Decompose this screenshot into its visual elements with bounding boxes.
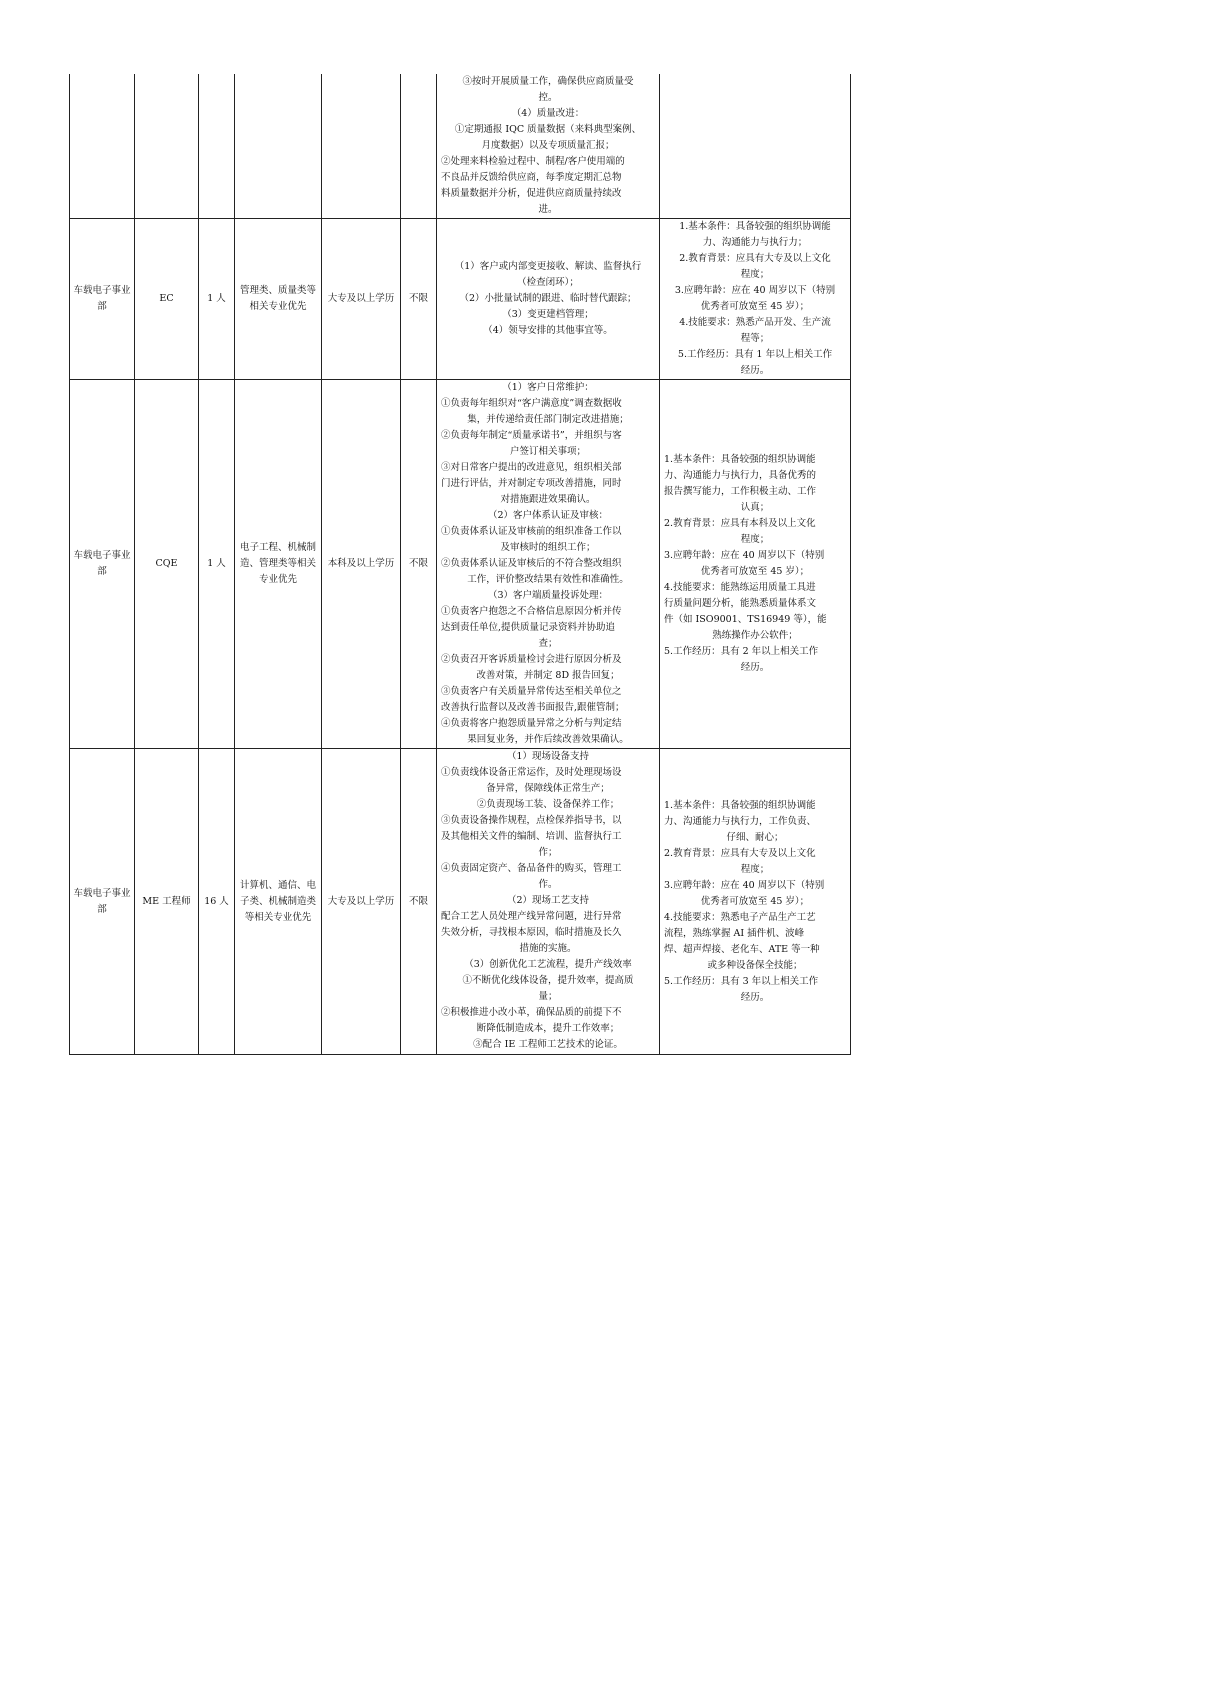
duties-cell <box>437 219 660 380</box>
text-line: （2）现场工艺支持 <box>506 895 590 906</box>
text-line: ②负责体系认证及审核后的不符合整改组织 <box>441 558 622 569</box>
text-line: ①负责体系认证及审核前的组织准备工作以 <box>441 526 622 537</box>
text-line: 户签订相关事项； <box>509 446 586 457</box>
dept-cell <box>70 74 135 219</box>
gender-cell <box>401 74 437 219</box>
text-line: 措施的实施。 <box>519 943 577 954</box>
text-line: 经历。 <box>740 662 770 673</box>
job-table <box>69 74 851 1055</box>
gender-cell: 不限 <box>401 219 437 380</box>
requirements-cell <box>660 380 851 749</box>
requirements-cell <box>660 74 851 219</box>
count-cell <box>199 74 235 219</box>
text-line: 进。 <box>538 204 558 215</box>
text-line: 经历。 <box>740 365 770 376</box>
text-line: 及其他相关文件的编制、培训、监督执行工 <box>441 831 622 842</box>
text-line: 断降低制造成本，提升工作效率； <box>476 1023 620 1034</box>
text-line: 量； <box>538 991 558 1002</box>
text-line: 仔细、耐心； <box>726 831 784 843</box>
position-cell: CQE <box>135 380 199 749</box>
text-line: ①负责客户抱怨之不合格信息原因分析并传 <box>441 606 622 617</box>
text-line: 改善对策，并制定 8D 报告回复； <box>476 670 620 681</box>
count-cell: 1 人 <box>199 219 235 380</box>
text-line: 4.技能要求：熟悉电子产品生产工艺 <box>664 911 816 923</box>
text-line: ②负责现场工装、设备保养工作； <box>476 799 620 810</box>
gender-cell: 不限 <box>401 380 437 749</box>
text-line: 力、沟通能力与执行力，具备优秀的 <box>664 470 817 481</box>
text-line: 焊、超声焊接、老化车、ATE 等一种 <box>664 943 820 955</box>
table-row <box>70 219 851 380</box>
text-line: 备异常，保障线体正常生产； <box>486 783 610 794</box>
text-line: 集，并传递给责任部门制定改进措施； <box>467 414 629 425</box>
text-line: （1）客户或内部变更接收、解读、监督执行 <box>454 261 642 272</box>
text-line: 达到责任单位,提供质量记录资料并协助追 <box>441 622 616 633</box>
text-line: ②处理来料检验过程中、制程/客户使用端的 <box>441 156 625 167</box>
text-line: 门进行评估，并对制定专项改善措施，同时 <box>441 478 622 489</box>
duties-cell <box>437 749 660 1055</box>
text-line: 行质量问题分析，能熟悉质量体系文 <box>664 598 817 609</box>
text-line: 3.应聘年龄：应在 40 周岁以下（特别 <box>674 285 836 296</box>
text-line: 失效分析，寻找根本原因，临时措施及长久 <box>441 927 622 938</box>
education-cell <box>322 74 401 219</box>
text-line: 改善执行监督以及改善书面报告,跟催管制； <box>441 702 625 713</box>
text-line: （3）变更建档管理； <box>502 309 594 320</box>
text-line: ②积极推进小改小革，确保品质的前提下不 <box>441 1007 622 1018</box>
text-line: 4.技能要求：能熟练运用质量工具进 <box>664 582 816 593</box>
text-line: 2.教育背景：应具有大专及以上文化 <box>664 847 816 859</box>
requirements-cell <box>660 219 851 380</box>
text-line: ③对日常客户提出的改进意见，组织相关部 <box>441 462 622 473</box>
table-row <box>70 380 851 749</box>
duties-cell <box>437 380 660 749</box>
text-line: 控。 <box>538 92 558 103</box>
text-line: 4.技能要求：熟悉产品开发、生产流 <box>679 317 831 328</box>
text-line: 2.教育背景：应具有大专及以上文化 <box>679 253 831 264</box>
text-line: 作； <box>538 847 558 858</box>
major-cell: 管理类、质量类等相关专业优先 <box>235 219 322 380</box>
text-line: （1）客户日常维护： <box>502 382 594 393</box>
position-cell: EC <box>135 219 199 380</box>
text-line: 料质量数据并分析，促进供应商质量持续改 <box>441 188 622 199</box>
text-line: ③配合 IE 工程师工艺技术的论证。 <box>473 1039 623 1050</box>
major-cell: 计算机、通信、电子类、机械制造类等相关专业优先 <box>235 749 322 1055</box>
text-line: ①定期通报 IQC 质量数据（来料典型案例、 <box>454 124 642 135</box>
text-line: 或多种设备保全技能； <box>707 959 803 971</box>
text-line: （4）质量改进： <box>511 108 585 119</box>
text-line: ④负责将客户抱怨质量异常之分析与判定结 <box>441 718 622 729</box>
text-line: 5.工作经历：具有 3 年以上相关工作 <box>664 975 819 987</box>
table-row <box>70 74 851 219</box>
text-line: 及审核时的组织工作； <box>500 542 596 553</box>
text-line: ②负责每年制定“质量承诺书”，并组织与客 <box>441 430 622 441</box>
text-line: 配合工艺人员处理产线异常问题，进行异常 <box>441 911 622 922</box>
text-line: 1.基本条件：具备较强的组织协调能 <box>664 454 816 465</box>
text-line: ③按时开展质量工作，确保供应商质量受 <box>462 76 634 87</box>
text-line: 程等； <box>740 333 770 344</box>
education-cell: 大专及以上学历 <box>322 749 401 1055</box>
text-line: ④负责固定资产、备品备件的购买，管理工 <box>441 863 622 874</box>
text-line: 熟练操作办公软件； <box>712 630 798 641</box>
text-line: 认真； <box>740 502 770 513</box>
count-cell: 16 人 <box>199 749 235 1055</box>
position-cell <box>135 74 199 219</box>
table-row <box>70 749 851 1055</box>
text-line: 作。 <box>538 879 558 890</box>
text-line: （3）客户端质量投诉处理： <box>487 590 609 601</box>
text-line: 2.教育背景：应具有本科及以上文化 <box>664 518 816 529</box>
text-line: 1.基本条件：具备较强的组织协调能 <box>664 799 816 811</box>
text-line: 优秀者可放宽至 45 岁）； <box>700 301 810 312</box>
education-cell: 本科及以上学历 <box>322 380 401 749</box>
major-cell <box>235 74 322 219</box>
text-line: 流程，熟练掌握 AI 插件机、波峰 <box>664 927 805 939</box>
text-line: 优秀者可放宽至 45 岁）； <box>700 895 810 907</box>
education-cell: 大专及以上学历 <box>322 219 401 380</box>
text-line: 月度数据）以及专项质量汇报； <box>481 140 615 151</box>
dept-cell: 车载电子事业部 <box>70 380 135 749</box>
dept-cell: 车载电子事业部 <box>70 749 135 1055</box>
text-line: 经历。 <box>740 991 770 1003</box>
text-line: （1）现场设备支持 <box>506 751 590 762</box>
duties-cell <box>437 74 660 219</box>
text-line: 查； <box>538 638 558 649</box>
text-line: ②负责召开客诉质量检讨会进行原因分析及 <box>441 654 622 665</box>
text-line: 程度； <box>740 269 770 280</box>
text-line: 力、沟通能力与执行力，工作负责、 <box>664 815 817 827</box>
text-line: 3.应聘年龄：应在 40 周岁以下（特别 <box>664 879 825 891</box>
text-line: 5.工作经历：具有 2 年以上相关工作 <box>664 646 819 657</box>
text-line: 件（如 ISO9001、TS16949 等），能 <box>664 614 827 625</box>
text-line: ①不断优化线体设备，提升效率，提高质 <box>462 975 634 986</box>
major-cell: 电子工程、机械制造、管理类等相关专业优先 <box>235 380 322 749</box>
text-line: （2）小批量试制的跟进、临时替代跟踪； <box>459 293 637 304</box>
text-line: （2）客户体系认证及审核： <box>487 510 609 521</box>
count-cell: 1 人 <box>199 380 235 749</box>
text-line: ③负责客户有关质量异常传达至相关单位之 <box>441 686 622 697</box>
text-line: 工作，评价整改结果有效性和准确性。 <box>467 574 629 585</box>
text-line: 程度； <box>740 863 770 875</box>
text-line: 1.基本条件：具备较强的组织协调能 <box>679 221 831 232</box>
text-line: 优秀者可放宽至 45 岁）； <box>700 566 810 577</box>
text-line: （4）领导安排的其他事宜等。 <box>483 325 613 336</box>
text-line: （3）创新优化工艺流程，提升产线效率 <box>464 959 632 970</box>
text-line: 力、沟通能力与执行力； <box>702 237 808 248</box>
dept-cell: 车载电子事业部 <box>70 219 135 380</box>
requirements-cell <box>660 749 851 1055</box>
text-line: ①负责线体设备正常运作，及时处理现场设 <box>441 767 622 778</box>
text-line: 3.应聘年龄：应在 40 周岁以下（特别 <box>664 550 825 561</box>
text-line: 程度； <box>740 534 770 545</box>
text-line: 果回复业务，并作后续改善效果确认。 <box>467 734 629 745</box>
text-line: 对措施跟进效果确认。 <box>500 494 596 505</box>
text-line: 报告撰写能力，工作积极主动、工作 <box>664 486 817 497</box>
text-line: ①负责每年组织对“客户满意度”调查数据收 <box>441 398 622 409</box>
gender-cell: 不限 <box>401 749 437 1055</box>
position-cell: ME 工程师 <box>135 749 199 1055</box>
text-line: ③负责设备操作规程，点检保养指导书，以 <box>441 815 622 826</box>
text-line: 5.工作经历：具有 1 年以上相关工作 <box>677 349 833 360</box>
text-line: 不良品并反馈给供应商，每季度定期汇总物 <box>441 172 622 183</box>
text-line: （检查闭环）； <box>517 277 579 288</box>
